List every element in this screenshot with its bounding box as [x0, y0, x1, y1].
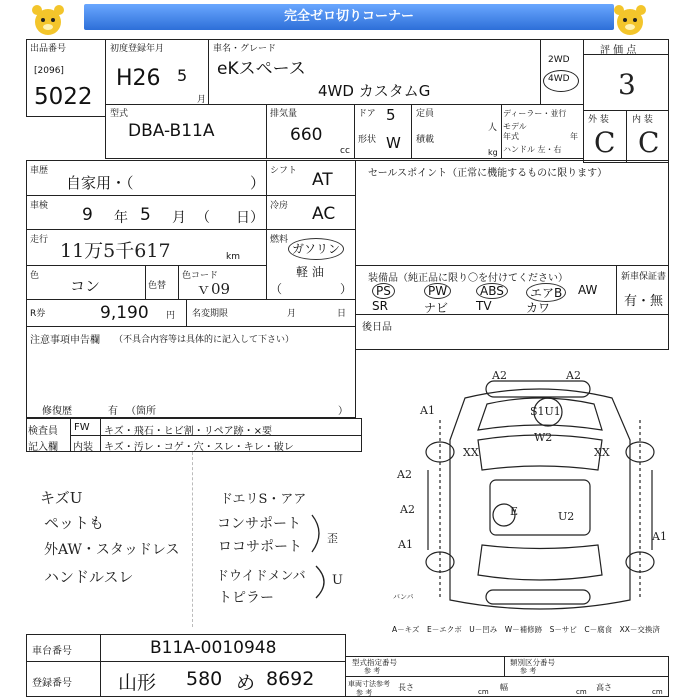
model-value: DBA-B11A: [128, 121, 215, 141]
equipment-item: TV: [476, 299, 492, 313]
dealer-year-label: 年式: [503, 132, 519, 141]
score-label: 評 価 点: [600, 45, 637, 56]
first-reg-label: 初度登録年月: [110, 44, 165, 54]
designation-label: 型式指定番号: [352, 658, 397, 667]
diagram-mark: XX: [463, 446, 479, 459]
inspection-year: 9: [82, 205, 93, 225]
diagram-mark: バンパ: [393, 593, 414, 601]
dealer-model-label: モデル: [503, 122, 527, 131]
repair-part-open: （箇所: [126, 406, 156, 417]
size-height-cm: cm: [652, 688, 663, 696]
note-right-1: ドエリS・アア: [220, 492, 307, 507]
diagram-mark: A2: [397, 468, 412, 481]
doors-label: ドア: [358, 109, 376, 119]
warranty-value: 有・無: [624, 294, 664, 309]
equipment-label: 装備品（純正品に限り〇を付けてください）: [368, 273, 568, 284]
interior-label: 内 装: [632, 115, 653, 125]
bracket-note-2: U: [332, 573, 343, 588]
displacement-unit: cc: [340, 146, 350, 156]
diagram-mark: U2: [558, 510, 575, 523]
fuel-paren-open: （: [270, 282, 283, 296]
diagram-mark: A1: [652, 530, 667, 543]
history-value: 自家用・（: [66, 174, 134, 192]
fuel-gasoline: ガソリン: [292, 242, 341, 256]
car-grade: 4WD カスタムG: [318, 82, 431, 100]
notes-label: 注意事項申告欄: [30, 335, 100, 346]
shift-label: シフト: [270, 166, 298, 176]
name-change-label: 名変期限: [192, 309, 229, 319]
score-value: 3: [618, 68, 636, 101]
diagram-mark: A2: [492, 369, 507, 382]
first-reg-era: H26: [116, 66, 161, 91]
note-left-4: ハンドルスレ: [44, 568, 134, 586]
recycle-value: 9,190: [100, 303, 149, 323]
recycle-label: R券: [30, 309, 46, 319]
notes-sub: （不具合内容等は具体的に記入して下さい）: [114, 335, 295, 345]
dealer-label: ディーラー・並行: [503, 109, 567, 118]
name-change-day: 日: [337, 309, 347, 319]
lot-sub: [2096]: [34, 66, 64, 76]
registration-region: 山形: [118, 672, 157, 694]
equipment-item: カワ: [526, 301, 551, 315]
sales-point-label: セールスポイント（正常に機能するものに限ります）: [368, 168, 608, 179]
equipment-item: SR: [372, 299, 388, 313]
registration-kana: め: [236, 672, 256, 694]
diagram-mark: A1: [398, 538, 413, 551]
note-right-3: ロコサポート: [218, 539, 302, 555]
diagram-mark: A2: [400, 503, 415, 516]
designation-ref: 参 考: [364, 667, 381, 675]
equipment-item: PS: [372, 283, 395, 299]
inspection-day-unit: 日）: [236, 210, 264, 226]
diagram-mark: A2: [566, 369, 581, 382]
note-right-2: コンサポート: [217, 516, 301, 532]
size-length-cm: cm: [478, 688, 489, 696]
diagram-mark: S1U1: [530, 405, 561, 418]
interior-grade: C: [638, 126, 660, 159]
after-fit-label: 後日品: [362, 322, 392, 333]
car-name: eKスペース: [217, 59, 306, 79]
color-code: ｖ09: [196, 280, 231, 298]
inspection-month: 5: [140, 205, 151, 225]
diagram-mark: XX: [594, 446, 610, 459]
size-label: 車両寸法参考: [348, 680, 390, 688]
equipment-item: AW: [578, 283, 598, 297]
model-label: 型式: [110, 109, 129, 119]
diagram-mark: A1: [420, 404, 435, 417]
category-ref: 参 考: [520, 667, 537, 675]
inspector-label-2: 記入欄: [28, 442, 58, 453]
first-reg-month: 5: [177, 66, 188, 85]
warranty-label: 新車保証書: [621, 272, 667, 282]
history-close: ）: [250, 174, 266, 192]
equipment-item: PW: [424, 283, 451, 299]
exterior-label: 外 装: [588, 115, 609, 125]
capacity-unit: 人: [488, 123, 498, 133]
drive-4wd: 4WD: [548, 74, 570, 84]
note-right-4: ドウイドメンバ: [216, 569, 306, 584]
mileage-label: 走行: [30, 235, 49, 245]
equipment-item: ナビ: [424, 301, 449, 315]
note-left-2: ペットも: [44, 514, 105, 532]
color-value: コン: [70, 277, 101, 295]
inspection-day-open: （: [196, 210, 210, 226]
note-left-1: キズU: [40, 489, 83, 507]
fuel-label: 燃料: [270, 235, 289, 245]
inspection-month-unit: 月: [172, 210, 186, 226]
drive-2wd: 2WD: [548, 55, 570, 65]
fuel-paren-close: ）: [340, 282, 353, 296]
registration-class: 580: [186, 668, 223, 690]
exterior-grade: C: [594, 126, 616, 159]
note-left-3: 外AW・スタッドレス: [44, 542, 180, 558]
capacity-label: 定員: [416, 109, 435, 119]
chassis-number: B11A-0010948: [150, 638, 277, 658]
size-width-cm: cm: [576, 688, 587, 696]
mileage-unit: km: [226, 252, 240, 262]
displacement-label: 排気量: [270, 109, 298, 119]
repair-value: 有: [108, 406, 118, 417]
tone-label: 色替: [148, 281, 167, 291]
displacement-value: 660: [290, 125, 323, 145]
history-label: 車歴: [30, 166, 49, 176]
damage-legend: A－キズ E－エクボ U－凹み W－補修跡 S－サビ C－腐食 XX－交換済: [392, 625, 660, 634]
bracket-note-1: 歪: [327, 532, 338, 545]
registration-label: 登録番号: [32, 678, 72, 689]
registration-number: 8692: [266, 668, 315, 690]
shape-label: 形状: [358, 135, 377, 145]
note-right-5: トピラー: [218, 590, 274, 606]
repair-part-close: ）: [338, 406, 348, 417]
repair-label: 修復歴: [42, 406, 72, 417]
doors-value: 5: [386, 106, 396, 124]
size-height: 高さ: [596, 683, 612, 692]
aircon-label: 冷房: [270, 201, 289, 211]
inspector-row2: キズ・汚レ・コゲ・穴・スレ・キレ・破レ: [104, 442, 294, 453]
dealer-year-unit: 年: [570, 132, 578, 141]
load-label: 積載: [416, 135, 435, 145]
first-reg-month-unit: 月: [197, 95, 207, 105]
color-label: 色: [30, 271, 40, 281]
banner-title: 完全ゼロ切りコーナー: [84, 4, 614, 30]
mileage-value: 11万5千617: [60, 240, 171, 262]
recycle-unit: 円: [166, 311, 176, 321]
inspection-year-unit: 年: [114, 210, 128, 226]
shift-value: AT: [312, 170, 333, 190]
lot-label: 出品番号: [30, 44, 67, 54]
color-code-label: 色コード: [182, 271, 219, 281]
dealer-handle: ハンドル 左・右: [503, 145, 562, 154]
chassis-label: 車台番号: [32, 646, 72, 657]
size-length: 長さ: [398, 683, 414, 692]
category-label: 類別区分番号: [510, 658, 555, 667]
shape-value: W: [386, 134, 401, 152]
diagram-mark: E: [510, 505, 519, 518]
inspector-interior: 内装: [73, 442, 93, 453]
diagram-mark: W2: [534, 431, 553, 444]
car-label: 車名・グレード: [213, 44, 277, 54]
size-width: 幅: [500, 683, 508, 692]
load-unit: kg: [488, 148, 498, 157]
lot-number: 5022: [34, 84, 93, 110]
fuel-diesel: 軽 油: [296, 265, 324, 279]
inspection-label: 車検: [30, 201, 49, 211]
aircon-value: AC: [312, 204, 336, 224]
inspector-fw: FW: [74, 422, 90, 433]
inspector-label-1: 検査員: [28, 426, 58, 437]
equipment-item: ABS: [476, 283, 508, 299]
name-change-month: 月: [287, 309, 297, 319]
equipment-item: エアB: [526, 283, 566, 302]
inspector-row1: キズ・飛石・ヒビ割・リペア跡・×要: [104, 426, 272, 437]
size-ref: 参 考: [356, 689, 373, 697]
